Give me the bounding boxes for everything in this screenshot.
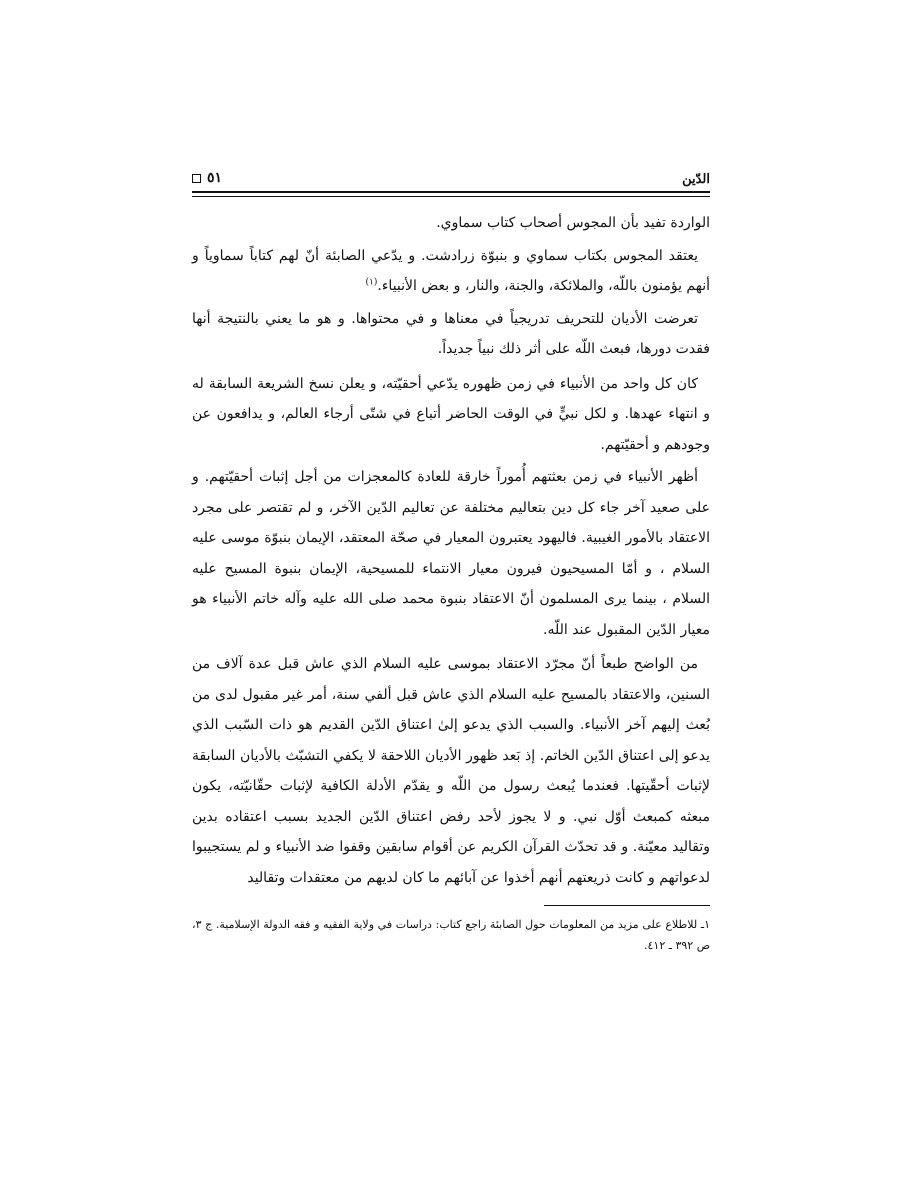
- square-icon: [192, 174, 201, 183]
- footnote-separator: [544, 905, 710, 906]
- paragraph-6: من الواضح طبعاً أنّ مجرّد الاعتقاد بموسى عليه السلام الذي عاش قبل عدة آلاف من السنين، والاعتقاد بالمسيح عليه السلام الذي عاش قبل ألفي سنة، أمر غير مقبول لدى من بُعث إليهم آخر الأنبياء. والسبب الذي يدعو إلىٰ اعتناق الدّين القديم هو ذات السّبب الذي يدعو إلى اعتناق الدّين الخاتم. إذ بَعد ظهور الأديان اللاحقة لا يكفي التشبّث بالأديان السابقة لإثبات أحقّيتها. فعندما يُبعث رسول من اللّه و يقدّم الأدلة الكافية لإثبات حقّانيّته، يكون مبعثه كمبعث أوّل نبي. و لا يجوز لأحد رفض اعتناق الدّين الجديد بسبب اعتقاده بدين وتقاليد معيّنة. و قد تحدّث القرآن الكريم عن أقوام سابقين وقفوا ضد الأنبياء و لم يستجيبوا لدعواتهم و كانت ذريعتهم أنهم أخذوا عن آبائهم ما كان لديهم من معتقدات وتقاليد: [192, 656, 710, 886]
- paragraph-2-text: يعتقد المجوس بكتاب سماوي و بنبوّة زرادشت. و يدّعي الصابئة أنّ لهم كتاباً سماوياً و أنهم يؤمنون باللّه، والملائكة، والجنة، والنار، و بعض الأنبياء.: [192, 247, 710, 294]
- header-rule-thin: [192, 196, 710, 197]
- footnote: ١ـ للاطلاع على مزيد من المعلومات حول الصابئة راجع كتاب: دراسات في ولاية الفقيه و فقه الدولة الإسلامية. ج ٣، ص ٣٩٢ ـ ٤١٢.: [192, 918, 710, 952]
- book-page: [192, 160, 710, 956]
- page-header: [192, 160, 710, 194]
- running-title: الدّين: [682, 172, 710, 187]
- header-rule-thick: [192, 191, 710, 193]
- paragraph-3: تعرضت الأديان للتحريف تدريجياً في معناها و في محتواها. و هو ما يعني بالنتيجة أنها فقدت دورها، فبعث اللّه على أثر ذلك نبياً جديداً.: [192, 310, 710, 357]
- page-number-group: [192, 170, 222, 186]
- paragraph-1: الواردة تفيد بأن المجوس أصحاب كتاب سماوي.: [436, 215, 710, 231]
- body-text: [192, 208, 710, 893]
- paragraph-4: كان كل واحد من الأنبياء في زمن ظهوره يدّعي أحقيّته، و يعلن نسخ الشريعة السابقة له و انتهاء عهدها. و لكل نبيٍّ في الوقت الحاضر أتباع في شتّى أرجاء العالم، و يدافعون عن وجودهم و أحقيّتهم.: [192, 375, 710, 453]
- paragraph-2: [192, 241, 710, 302]
- paragraph-5: أظهر الأنبياء في زمن بعثتهم أُموراً خارقة للعادة كالمعجزات من أجل إثبات أحقيّتهم. و على صعيد آخر جاء كل دين بتعاليم مختلفة عن تعاليم الدّين الآخر، و لم تقتصر على مجرد الاعتقاد بالأمور الغيبية. فاليهود يعتبرون المعيار في صحّة المعتقد، الإيمان بنبوّة موسى عليه السلام ، و أمّا المسيحيون فيرون معيار الانتماء للمسيحية، الإيمان بنبوة المسيح عليه السلام ، بينما يرى المسلمون أنّ الاعتقاد بنبوة محمد صلى الله عليه وآله خاتم الأنبياء هو معيار الدّين المقبول عند اللّه.: [192, 469, 710, 638]
- footnote-reference: (١): [365, 277, 378, 288]
- page-number: ٥١: [207, 170, 223, 186]
